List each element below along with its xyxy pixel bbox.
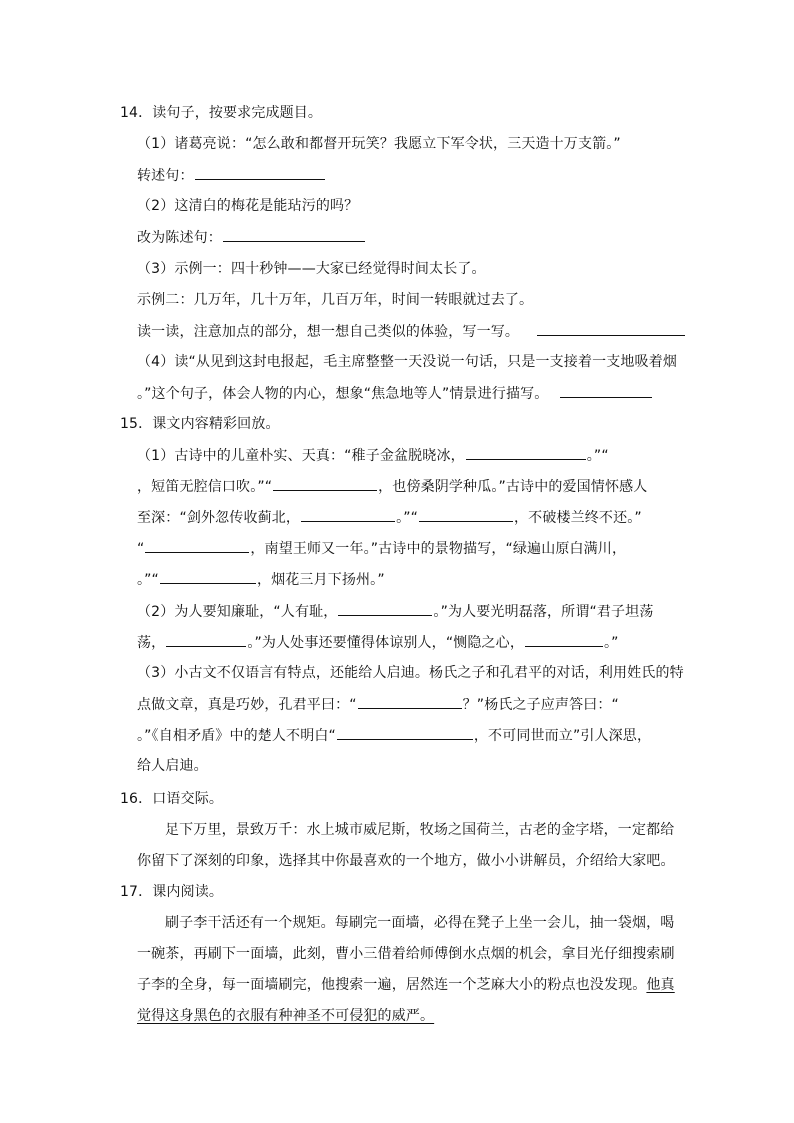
q17-passage-line4-underlined: 觉得这身黑色的衣服有种神圣不可侵犯的威严。 (137, 1008, 435, 1024)
q15-text: ，烟花三月下扬州。” (256, 572, 385, 588)
answer-blank[interactable] (338, 601, 432, 616)
q14-part4-line1: （4）读“从见到这封电报起，毛主席整整一天没说一句话，只是一支接着一支地吸着烟 (137, 354, 678, 370)
answer-blank[interactable] (419, 507, 513, 522)
q17-passage-line1: 刷子李干活还有一个规矩。每刷完一面墙，必得在凳子上坐一会儿，抽一袋烟，喝 (165, 915, 675, 931)
q14-part1: （1）诸葛亮说：“怎么敢和都督开玩笑？我愿立下军令状，三天造十万支箭。” (137, 136, 621, 152)
answer-blank[interactable] (525, 632, 603, 647)
q15-text: ？”杨氏之子应声答曰：“ (462, 697, 619, 713)
q15-text: ，不可同世而立”引人深思， (473, 728, 652, 744)
q14-part4-line2-text: 。”这个句子，体会人物的内心，想象“焦急地等人”情景进行描写。 (137, 386, 549, 402)
answer-blank[interactable] (145, 538, 249, 553)
q14-part2-answer-label: 改为陈述句： (137, 230, 222, 246)
q15-line5 (137, 569, 385, 590)
q15-text: 点做文章，真是巧妙，孔君平曰：“ (137, 697, 357, 713)
q15-line1 (137, 445, 609, 466)
answer-blank[interactable] (537, 321, 685, 336)
q16-title: 16．口语交际。 (120, 791, 224, 807)
q15-text: 。” (603, 635, 619, 651)
q15-text: 。”“ (396, 510, 419, 526)
q14-part1-answer (137, 165, 326, 186)
answer-blank[interactable] (337, 725, 473, 740)
q15-text: 。”为人处事还要懂得体谅别人，“恻隐之心， (247, 635, 524, 651)
answer-blank[interactable] (223, 227, 365, 242)
q15-line6 (137, 601, 653, 622)
answer-blank[interactable] (166, 632, 246, 647)
answer-blank[interactable] (301, 507, 395, 522)
q15-title: 15．课文内容精彩回放。 (120, 416, 280, 432)
q15-text: ，不破楼兰终不还。” (514, 510, 642, 526)
q15-line8: （3）小古文不仅语言有特点，还能给人启迪。杨氏之子和孔君平的对话，利用姓氏的特 (137, 665, 684, 681)
answer-blank[interactable] (195, 165, 325, 180)
q16-paragraph-line1: 足下万里，景致万千：水上城市威尼斯，牧场之国荷兰，古老的金字塔，一定都给 (165, 822, 675, 838)
q15-text: 。”为人要光明磊落，所谓“君子坦荡 (433, 604, 654, 620)
q17-underlined-text: 他真 (646, 977, 675, 993)
q14-part3-example2: 示例二：几万年，几十万年，几百万年，时间一转眼就过去了。 (137, 292, 534, 308)
q15-text: 荡， (137, 635, 166, 651)
q17-passage-line2: 一碗茶，再刷下一面墙，此刻，曹小三借着给师傅倒水点烟的机会，拿目光仔细搜索刷 (137, 946, 675, 962)
answer-blank[interactable] (160, 569, 256, 584)
answer-blank[interactable] (358, 694, 462, 709)
q14-part3-task (137, 321, 686, 342)
q15-line11: 给人启迪。 (137, 758, 208, 774)
q15-text: ，短笛无腔信口吹。”“ (137, 479, 273, 495)
q16-paragraph-line2: 你留下了深刻的印象，选择其中你最喜欢的一个地方，做小小讲解员，介绍给大家吧。 (137, 853, 675, 869)
q15-text: （1）古诗中的儿童朴实、天真：“稚子金盆脱晓冰， (137, 448, 465, 464)
q15-text: “ (137, 541, 145, 557)
q14-part2-answer (137, 227, 366, 248)
q15-text: （2）为人要知廉耻，“人有耻， (137, 604, 338, 620)
q15-text: ，南望王师又一年。”古诗中的景物描写，“绿遍山原白满川， (250, 541, 627, 557)
q15-line4 (137, 538, 626, 559)
q15-text: 至深：“剑外忽传收蓟北， (137, 510, 301, 526)
answer-blank[interactable] (273, 476, 377, 491)
q14-part2: （2）这清白的梅花是能玷污的吗？ (137, 198, 359, 214)
q15-line9 (137, 694, 619, 715)
q14-part3-example1: （3）示例一：四十秒钟——大家已经觉得时间太长了。 (137, 261, 486, 277)
answer-blank[interactable] (466, 445, 586, 460)
q17-passage-line3 (137, 975, 675, 995)
q15-line7 (137, 632, 619, 653)
q15-line10 (137, 725, 651, 746)
q14-title: 14．读句子，按要求完成题目。 (120, 105, 323, 121)
answer-blank[interactable] (560, 383, 652, 398)
q14-part3-task-text: 读一读，注意加点的部分，想一想自己类似的体验，写一写。 (137, 324, 520, 340)
q14-part4-line2 (137, 383, 653, 404)
q15-text: ，也傍桑阴学种瓜。”古诗中的爱国情怀感人 (378, 479, 648, 495)
q15-line3 (137, 507, 642, 528)
q15-text: 。”“ (137, 572, 159, 588)
q15-text: 。”“ (586, 448, 609, 464)
q17-text: 子李的全身，每一面墙刷完，他搜索一遍，居然连一个芝麻大小的粉点也没发现。 (137, 977, 647, 993)
q15-text: 。”《自相矛盾》中的楚人不明白“ (137, 728, 336, 744)
q15-line2 (137, 476, 647, 497)
q14-part1-answer-label: 转述句： (137, 168, 194, 184)
q17-title: 17．课内阅读。 (120, 884, 224, 900)
